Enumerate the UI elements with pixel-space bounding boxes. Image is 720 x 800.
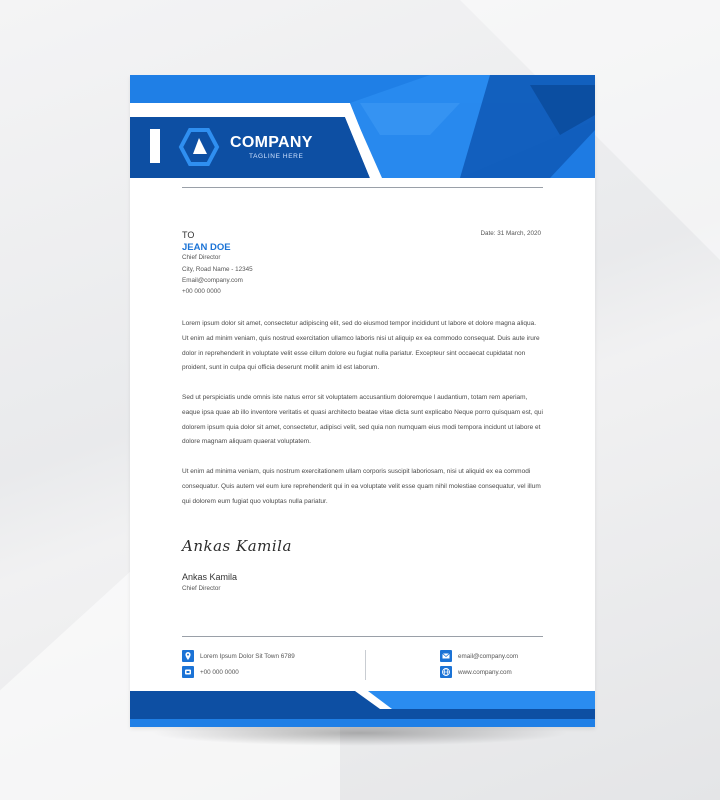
recipient-email: Email@company.com bbox=[182, 277, 243, 284]
signer-name: Ankas Kamila bbox=[182, 572, 238, 582]
company-name: COMPANY bbox=[230, 134, 313, 151]
to-label: TO bbox=[182, 230, 195, 240]
letterhead-page bbox=[130, 75, 595, 727]
recipient-name: JEAN DOE bbox=[182, 242, 231, 253]
signature-script: Ankas Kamila bbox=[182, 537, 292, 555]
envelope-icon bbox=[440, 650, 452, 662]
location-pin-icon bbox=[182, 650, 194, 662]
footer-phone: +00 000 0000 bbox=[200, 669, 239, 676]
footer-website[interactable]: www.company.com bbox=[458, 669, 512, 676]
letter-date: Date: 31 March, 2020 bbox=[480, 230, 541, 237]
footer-divider bbox=[182, 636, 543, 637]
header-divider bbox=[182, 187, 543, 188]
company-tagline: TAGLINE HERE bbox=[249, 153, 304, 160]
recipient-phone: +00 000 0000 bbox=[182, 288, 221, 295]
recipient-title: Chief Director bbox=[182, 254, 221, 261]
footer-separator bbox=[365, 650, 366, 680]
globe-icon bbox=[440, 666, 452, 678]
body-paragraph: Sed ut perspiciatis unde omnis iste natus error sit voluptatem accusantium doloremque l audantium, totam rem aperiam, eaque ipsa quae ab illo inventore veritatis et quasi architecto beatae vitae dicta sunt explicabo Neque porro quisquam est, qui dolorem ipsum quia dolor sit amet, consectetur, adipisci velit, sed quia non numquam eius modi tempora incidunt ut labore et dolore magnam aliquam quaerat voluptatem. bbox=[182, 394, 543, 446]
signer-title: Chief Director bbox=[182, 585, 221, 592]
footer-address: Lorem Ipsum Dolor Sit Town 6789 bbox=[200, 653, 295, 660]
body-paragraph: Ut enim ad minima veniam, quis nostrum exercitationem ullam corporis suscipit laboriosam, nisi ut aliquid ex ea commodi consequatur. Quis autem vel eum iure reprehenderit qui in ea voluptate velit esse quam nihil molestiae consequatur, vel illum qui dolorem eum fugiat quo voluptas nulla pariatur. bbox=[182, 468, 541, 505]
body-paragraph: Lorem ipsum dolor sit amet, consectetur adipiscing elit, sed do eiusmod tempor incididunt ut labore et dolore magna aliqua. Ut enim ad minim veniam, quis nostrud exercitation ullamco laboris nisi ut aliquip ex ea commodo consequat. Duis aute irure dolor in reprehenderit in voluptate velit esse cillum dolore eu fugiat nulla pariatur. Excepteur sint occaecat cupidatat non proident, sunt in culpa qui officia deserunt mollit anim id est laborum. bbox=[182, 320, 540, 372]
phone-icon bbox=[182, 666, 194, 678]
footer-graphic bbox=[130, 689, 595, 727]
hexagon-logo-icon bbox=[178, 127, 220, 167]
footer-email[interactable]: email@company.com bbox=[458, 653, 519, 660]
logo-bar bbox=[150, 129, 160, 163]
recipient-address: City, Road Name - 12345 bbox=[182, 266, 253, 273]
